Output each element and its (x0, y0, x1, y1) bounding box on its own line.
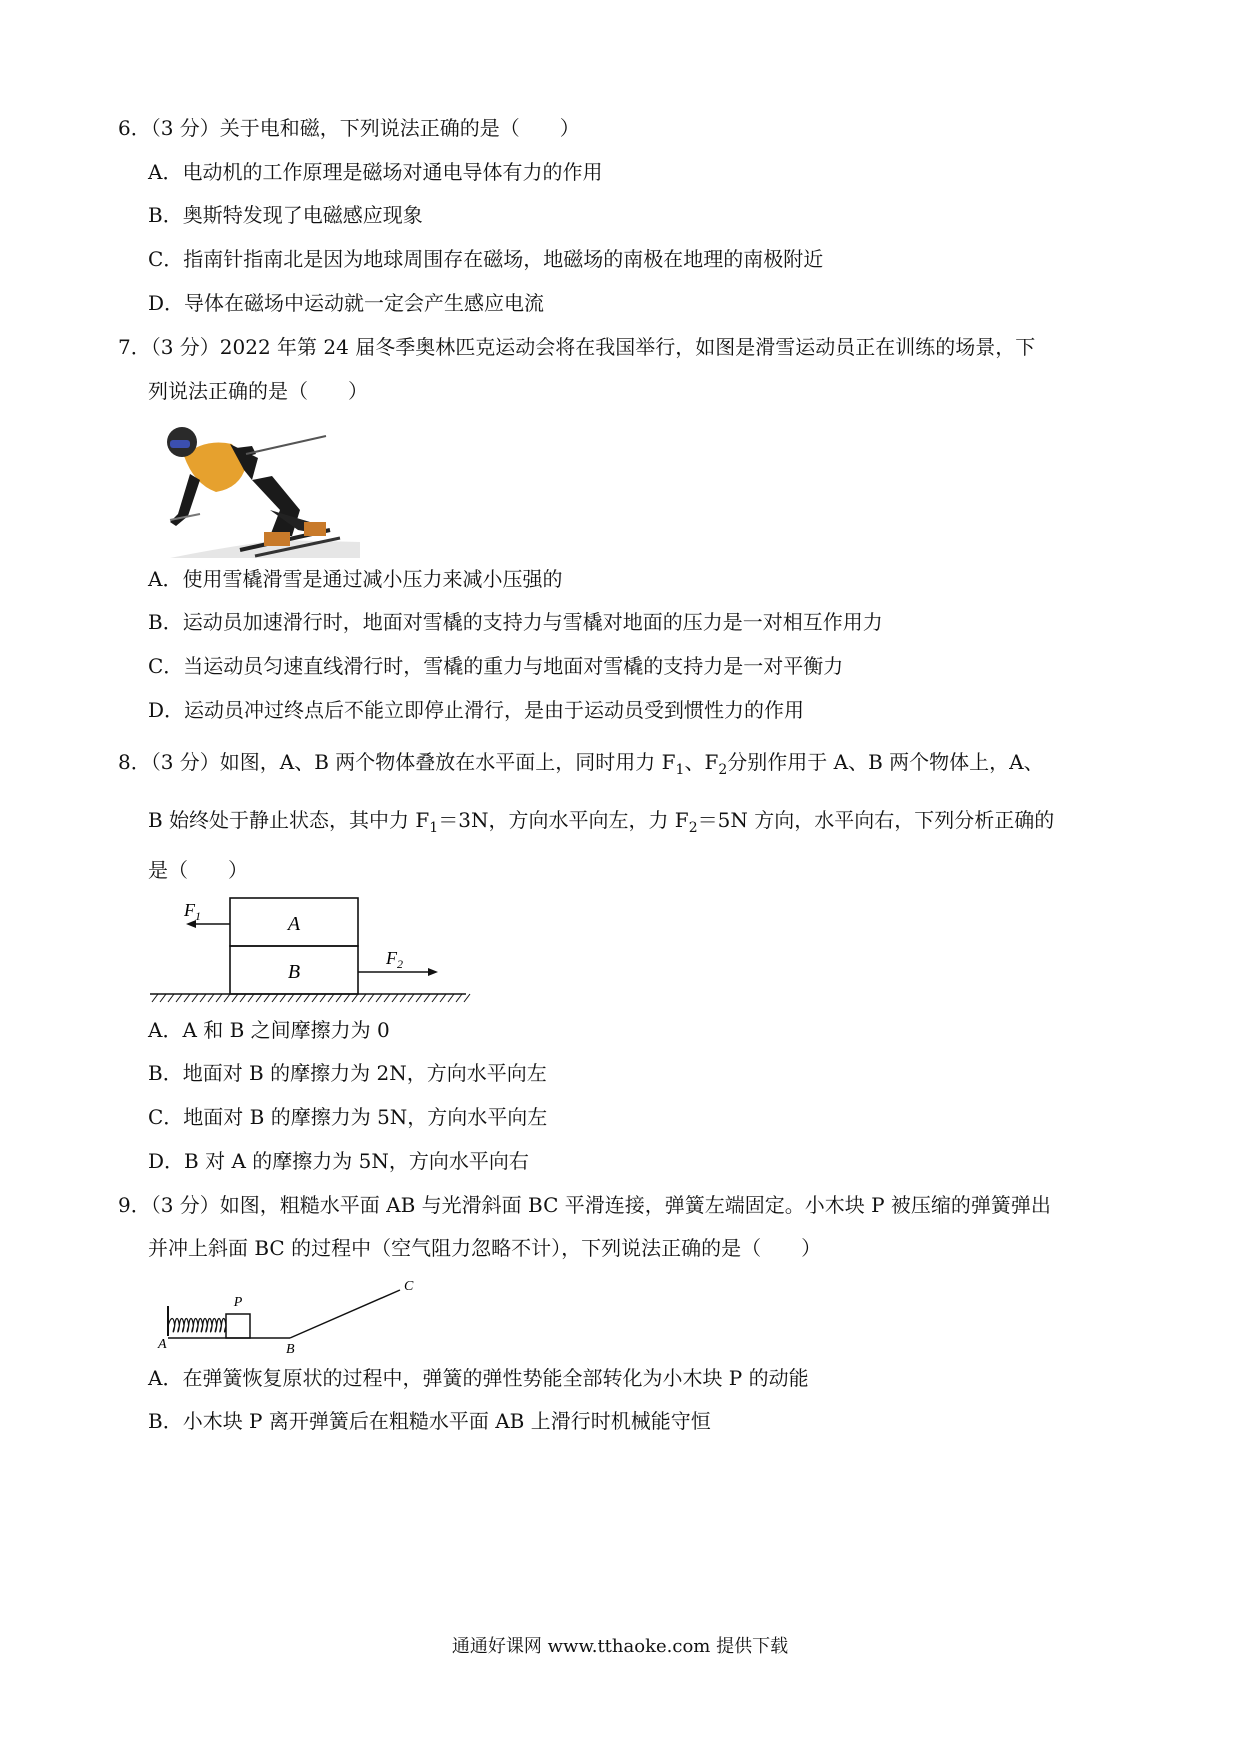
incline-bc (290, 1290, 400, 1338)
question-8-option-b: B．地面对 B 的摩擦力为 2N，方向水平向左 (148, 1061, 547, 1085)
question-6-option-c: C．指南针指南北是因为地球周围存在磁场，地磁场的南极在地理的南极附近 (148, 247, 824, 271)
label-a: A (287, 913, 301, 935)
block-force-diagram (148, 894, 478, 1016)
question-7-option-a: A．使用雪橇滑雪是通过减小压力来减小压强的 (148, 567, 563, 591)
question-8-option-a: A．A 和 B 之间摩擦力为 0 (148, 1018, 390, 1042)
question-8-stem-line2: B 始终处于静止状态，其中力 $F_1=3N$，方向水平向左，力 $F_2=5N$ 方向，水平向右，下列分析正确的 (148, 808, 1055, 836)
question-7-option-d: D．运动员冲过终点后不能立即停止滑行，是由于运动员受到惯性力的作用 (148, 698, 805, 722)
question-6-option-a: A．电动机的工作原理是磁场对通电导体有力的作用 (148, 160, 603, 184)
question-8-option-c: C．地面对 B 的摩擦力为 5N，方向水平向左 (148, 1105, 548, 1129)
question-7-option-c: C．当运动员匀速直线滑行时，雪橇的重力与地面对雪橇的支持力是一对平衡力 (148, 654, 844, 678)
label-c: C (404, 1279, 414, 1294)
label-b: B (286, 1342, 295, 1357)
question-7-stem-line2: 列说法正确的是（ ） (148, 379, 368, 403)
question-7-option-b: B．运动员加速滑行时，地面对雪橇的支持力与雪橇对地面的压力是一对相互作用力 (148, 610, 883, 634)
question-9-stem-line2: 并冲上斜面 BC 的过程中（空气阻力忽略不计），下列说法正确的是（ ） (148, 1236, 822, 1260)
question-9-option-b: B．小木块 P 离开弹簧后在粗糙水平面 AB 上滑行时机械能守恒 (148, 1409, 711, 1433)
label-f1: $F_1$ (184, 900, 201, 923)
skier-illustration (160, 418, 370, 568)
label-b: B (287, 961, 301, 983)
question-8-option-d: D．B 对 A 的摩擦力为 5N，方向水平向右 (148, 1149, 529, 1173)
spring (168, 1319, 226, 1333)
label-p: P (233, 1295, 243, 1310)
label-f2: $F_2$ (386, 948, 403, 971)
label-a: A (158, 1337, 167, 1352)
question-7-stem-line1: 7．（3 分）2022 年第 24 届冬季奥林匹克运动会将在我国举行，如图是滑雪运动员正在训练的场景，下 (118, 335, 1036, 359)
footer-source: 通通好课网 www.tthaoke.com 提供下载 (451, 1636, 789, 1657)
ground-hatching (152, 994, 470, 1002)
question-6-option-d: D．导体在磁场中运动就一定会产生感应电流 (148, 291, 545, 315)
question-8-stem-line1: 8．（3 分）如图，A、B 两个物体叠放在水平面上，同时用力 $F_1$、$F_2$分别作用于 A、B 两个物体上，A、 (118, 750, 1044, 778)
block-p (226, 1314, 250, 1338)
spring-incline-diagram (150, 1276, 430, 1360)
question-6-stem: 6．（3 分）关于电和磁，下列说法正确的是（ ） (118, 116, 580, 140)
question-6-option-b: B．奥斯特发现了电磁感应现象 (148, 203, 423, 227)
question-9-option-a: A．在弹簧恢复原状的过程中，弹簧的弹性势能全部转化为小木块 P 的动能 (148, 1366, 809, 1390)
question-8-stem-line3: 是（ ） (148, 858, 248, 882)
question-9-stem-line1: 9．（3 分）如图，粗糙水平面 AB 与光滑斜面 BC 平滑连接，弹簧左端固定。小木块 P 被压缩的弹簧弹出 (118, 1193, 1051, 1217)
